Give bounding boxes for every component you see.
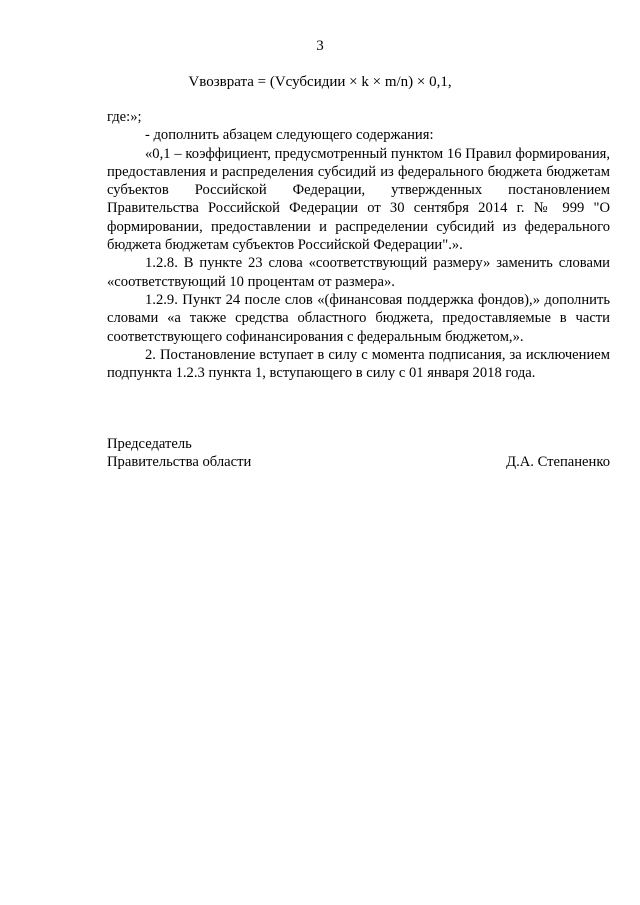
signatory-title-line2: Правительства области (107, 454, 252, 471)
paragraph-add-clause: - дополнить абзацем следующего содержания: (145, 127, 434, 144)
signature-row (107, 453, 610, 471)
signatory-name: Д.А. Степаненко (506, 454, 610, 471)
document-body (107, 108, 610, 382)
signature-block (107, 435, 610, 472)
signatory-title-line1: Председатель (107, 436, 192, 452)
paragraph-1-2-9: 1.2.9. Пункт 24 после слов «(финансовая поддержка фондов),» дополнить словами «а также средства областного бюджета, предоставляемые в части соответствующего софинансирования с федеральным бюджетом,». (107, 291, 610, 345)
paragraph-1-2-8: 1.2.8. В пункте 23 слова «соответствующий размеру» заменить словами «соответствующий 10 процентам от размера». (107, 255, 610, 290)
paragraph-where: где:»; (107, 109, 142, 125)
paragraph-effective-date: 2. Постановление вступает в силу с момента подписания, за исключением подпункта 1.2.3 пункта 1, вступающего в силу с 01 января 2018 года. (107, 346, 610, 382)
formula: Vвозврата = (Vсубсидии × k × m/n) × 0,1, (188, 74, 452, 90)
page-number: 3 (316, 38, 324, 54)
paragraph-coefficient: «0,1 – коэффициент, предусмотренный пунктом 16 Правил формирования, предоставления и распределения субсидий из федерального бюджета бюджетам субъектов Российской Федерации, утвержденных постановлением Правительства Российской Федерации от 30 сентября 2014 г. № 999 "О формировании, предоставлении и распределении субсидий из федерального бюджета бюджетам субъектов Российской Федерации".». (107, 145, 610, 254)
